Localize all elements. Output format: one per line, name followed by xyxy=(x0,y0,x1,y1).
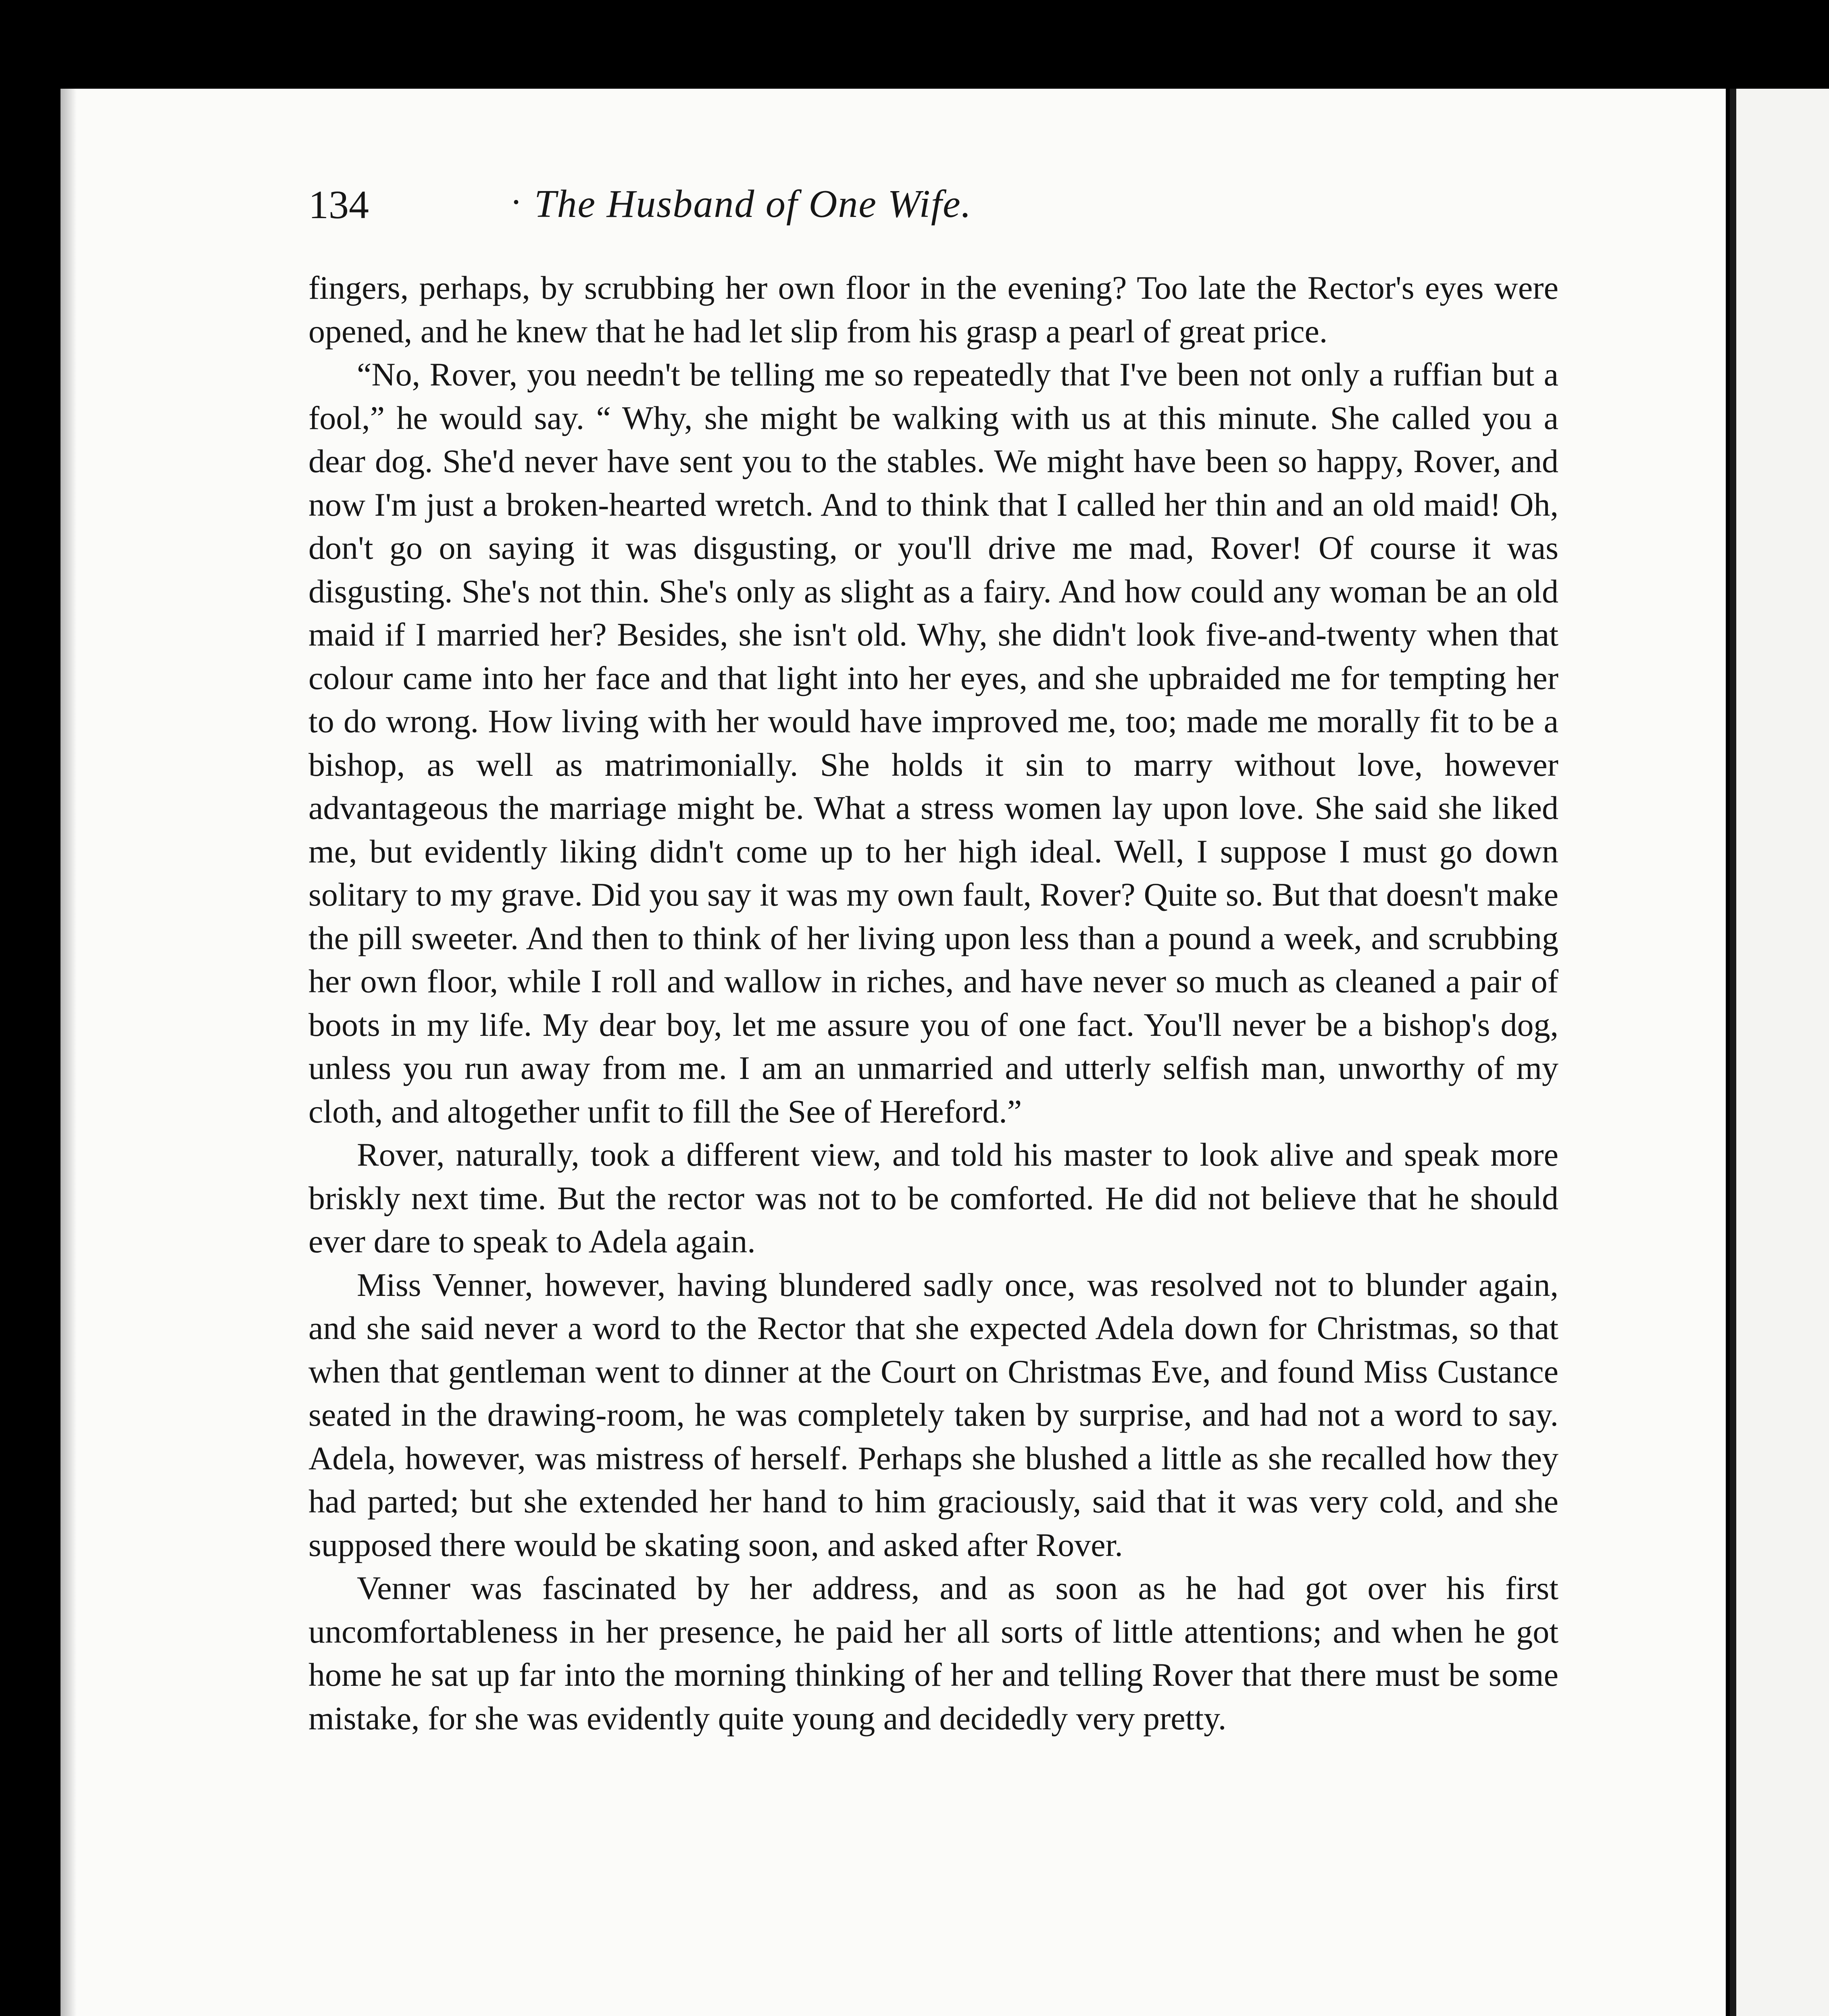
paragraph: fingers, perhaps, by scrubbing her own floor in the evening? Too late the Rector's eyes were opened, and he knew that he had let slip from his grasp a pearl of great price. xyxy=(308,269,1558,350)
paragraph: Rover, naturally, took a different view, and told his master to look alive and speak more briskly next time. But the rector was not to be comforted. He did not believe that he should ever dare to speak to Adela again. xyxy=(308,1136,1558,1260)
facing-page-edge xyxy=(1730,89,1829,2016)
body-text xyxy=(308,266,1558,1740)
paragraph: Miss Venner, however, having blundered sadly once, was resolved not to blunder again, and she said never a word to the Rector that she expected Adela down for Christmas, so that when that gentleman went to dinner at the Court on Christmas Eve, and found Miss Custance seated in the drawing-room, he was completely taken by surprise, and had not a word to say. Adela, however, was mistress of herself. Perhaps she blushed a little as she recalled how they had parted; but she extended her hand to him graciously, said that it was very cold, and she supposed there would be skating soon, and asked after Rover. xyxy=(308,1266,1558,1563)
header-separator: · xyxy=(510,182,522,222)
page-number: 134 xyxy=(308,182,369,227)
paragraph: “No, Rover, you needn't be telling me so repeatedly that I've been not only a ruffian but a fool,” he would say. “ Why, she might be walking with us at this minute. She called you a dear dog. She'd never have sent you to the stables. We might have been so happy, Rover, and now I'm just a broken-hearted wretch. And to think that I called her thin and an old maid! Oh, don't go on saying it was disgusting, or you'll drive me mad, Rover! Of course it was disgusting. She's not thin. She's only as slight as a fairy. And how could any woman be an old maid if I married her? Besides, she isn't old. Why, she didn't look five-and-twenty when that colour came into her face and that light into her eyes, and she upbraided me for tempting her to do wrong. How living with her would have improved me, too; made me morally fit to be a bishop, as well as matrimonially. She holds it sin to marry without love, however advantageous the marriage might be. What a stress women lay upon love. She said she liked me, but evidently liking didn't come up to her high ideal. Well, I suppose I must go down solitary to my grave. Did you say it was my own fault, Rover? Quite so. But that doesn't make the pill sweeter. And then to think of her living upon less than a pound a week, and scrubbing her own floor, while I roll and wallow in riches, and have never so much as cleaned a pair of boots in my life. My dear boy, let me assure you of one fact. You'll never be a bishop's dog, unless you run away from me. I am an unmarried and utterly selfish man, unworthy of my cloth, and altogether unfit to fill the See of Hereford.” xyxy=(308,356,1558,1130)
running-title: The Husband of One Wife. xyxy=(534,182,972,226)
running-head xyxy=(308,181,1236,262)
paragraph: Venner was fascinated by her address, and as soon as he had got over his first uncomfortableness in her presence, he paid her all sorts of little attentions; and when he got home he sat up far into the morning thinking of her and telling Rover that there must be some mistake, for she was evidently quite young and decidedly very pretty. xyxy=(308,1570,1558,1737)
page-gutter-shadow xyxy=(60,89,77,2016)
